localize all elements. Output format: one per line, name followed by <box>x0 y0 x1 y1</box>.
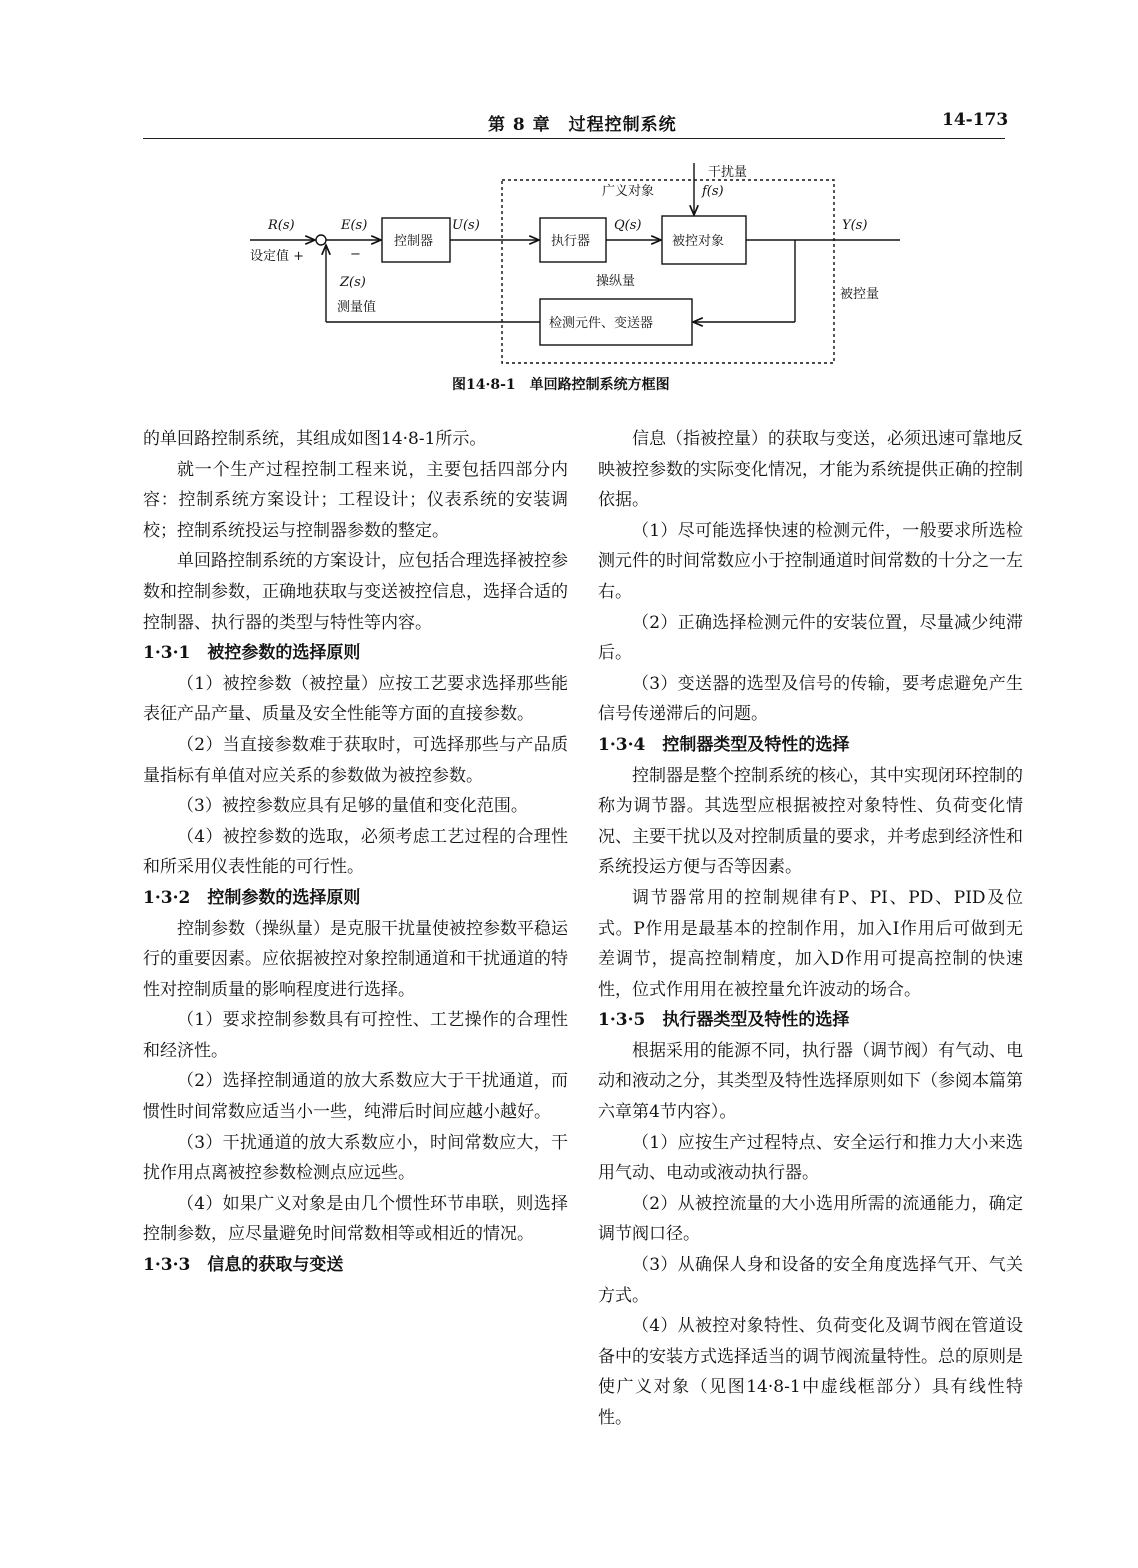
paragraph: 单回路控制系统的方案设计，应包括合理选择被控参数和控制参数，正确地获取与变送被控信息，选择合适的控制器、执行器的类型与特性等内容。 <box>143 551 568 633</box>
paragraph: （3）从确保人身和设备的安全角度选择气开、气关方式。 <box>598 1255 1023 1306</box>
paragraph: 就一个生产过程控制工程来说，主要包括四部分内容：控制系统方案设计；工程设计；仪表系统的安装调校；控制系统投运与控制器参数的整定。 <box>143 459 568 541</box>
label-Y: Y(s) <box>842 218 868 233</box>
paragraph: 调节器常用的控制规律有P、PI、PD、PID及位式。P作用是最基本的控制作用，加入I作用后可做到无差调节，提高控制精度，加入D作用可提高控制的快速性，位式作用用在被控量允许波动的场合。 <box>598 887 1023 1000</box>
paragraph: （3）变送器的选型及信号的传输，要考虑避免产生信号传递滞后的问题。 <box>598 673 1023 725</box>
controller-label: 控制器 <box>394 234 434 249</box>
paragraph: （1）要求控制参数具有可控性、工艺操作的合理性和经济性。 <box>143 1010 568 1061</box>
label-F: f(s) <box>702 184 724 199</box>
label-manipulated: 操纵量 <box>596 274 636 289</box>
paragraph: （3）被控参数应具有足够的量值和变化范围。 <box>177 796 528 817</box>
paragraph: （1）被控参数（被控量）应按工艺要求选择那些能表征产品产量、质量及安全性能等方面的直接参数。 <box>143 673 568 725</box>
paragraph: 根据采用的能源不同，执行器（调节阀）有气动、电动和液动之分，其类型及特性选择原则如下（参阅本篇第六章第4节内容）。 <box>598 1040 1023 1123</box>
chapter-title: 第 8 章 过程控制系统 <box>488 115 677 135</box>
label-U: U(s) <box>452 218 480 233</box>
section-heading: 1·3·3 信息的获取与变送 <box>143 1255 344 1276</box>
label-minus: − <box>350 247 361 262</box>
label-generalized: 广义对象 <box>602 184 655 199</box>
label-Q: Q(s) <box>614 218 642 233</box>
paragraph: 控制器是整个控制系统的核心，其中实现闭环控制的称为调节器。其选型应根据被控对象特性、负荷变化情况、主要干扰以及对控制质量的要求，并考虑到经济性和系统投运方便与否等因素。 <box>598 765 1023 878</box>
label-measured: 测量值 <box>337 300 377 315</box>
paragraph: （3）干扰通道的放大系数应小，时间常数应大，干扰作用点离被控参数检测点应远些。 <box>143 1132 568 1184</box>
sensor-label: 检测元件、变送器 <box>549 316 654 331</box>
block-diagram <box>0 0 1138 410</box>
generalized-object-frame <box>502 180 834 363</box>
paragraph: （2）当直接参数难于获取时，可选择那些与产品质量指标有单值对应关系的参数做为被控参数。 <box>143 734 568 786</box>
section-heading: 1·3·5 执行器类型及特性的选择 <box>598 1010 850 1031</box>
page-number: 14-173 <box>942 110 1009 130</box>
paragraph: 的单回路控制系统，其组成如图14·8-1所示。 <box>143 429 487 449</box>
label-Z: Z(s) <box>340 275 366 290</box>
section-heading: 1·3·4 控制器类型及特性的选择 <box>598 734 850 755</box>
summing-junction <box>316 235 326 245</box>
paragraph: （4）如果广义对象是由几个惯性环节串联，则选择控制参数，应尽量避免时间常数相等或相近的情况。 <box>143 1193 568 1245</box>
actuator-label: 执行器 <box>551 234 591 249</box>
paragraph: （2）从被控流量的大小选用所需的流通能力，确定调节阀口径。 <box>598 1193 1023 1245</box>
paragraph: （4）被控参数的选取，必须考虑工艺过程的合理性和所采用仪表性能的可行性。 <box>143 826 568 878</box>
plant-label: 被控对象 <box>672 234 725 249</box>
right-column <box>598 424 1023 1434</box>
paragraph: （2）选择控制通道的放大系数应大于干扰通道，而惯性时间常数应适当小一些，纯滞后时间应越小越好。 <box>143 1071 568 1123</box>
figure-caption: 图14·8-1 单回路控制系统方框图 <box>452 377 670 393</box>
label-R: R(s) <box>268 218 295 233</box>
label-disturbance: 干扰量 <box>708 165 748 180</box>
section-heading: 1·3·2 控制参数的选择原则 <box>143 887 361 908</box>
label-setpoint: 设定值 + <box>250 249 305 264</box>
section-heading: 1·3·1 被控参数的选择原则 <box>143 643 361 664</box>
label-E: E(s) <box>341 218 368 233</box>
paragraph: 控制参数（操纵量）是克服干扰量使被控参数平稳运行的重要因素。应依据被控对象控制通道和干扰通道的特性对控制质量的影响程度进行选择。 <box>143 918 568 1000</box>
paragraph: （1）尽可能选择快速的检测元件，一般要求所选检测元件的时间常数应小于控制通道时间常数的十分之一左右。 <box>598 520 1023 602</box>
label-controlled: 被控量 <box>840 287 880 302</box>
left-column <box>143 424 568 1281</box>
paragraph: （4）从被控对象特性、负荷变化及调节阀在管道设备中的安装方式选择适当的调节阀流量特性。总的原则是使广义对象（见图14·8-1中虚线框部分）具有线性特性。 <box>598 1316 1023 1428</box>
paragraph: 信息（指被控量）的获取与变送，必须迅速可靠地反映被控参数的实际变化情况，才能为系统提供正确的控制依据。 <box>598 429 1023 511</box>
paragraph: （1）应按生产过程特点、安全运行和推力大小来选用气动、电动或液动执行器。 <box>598 1132 1023 1184</box>
paragraph: （2）正确选择检测元件的安装位置，尽量减少纯滞后。 <box>598 612 1023 664</box>
